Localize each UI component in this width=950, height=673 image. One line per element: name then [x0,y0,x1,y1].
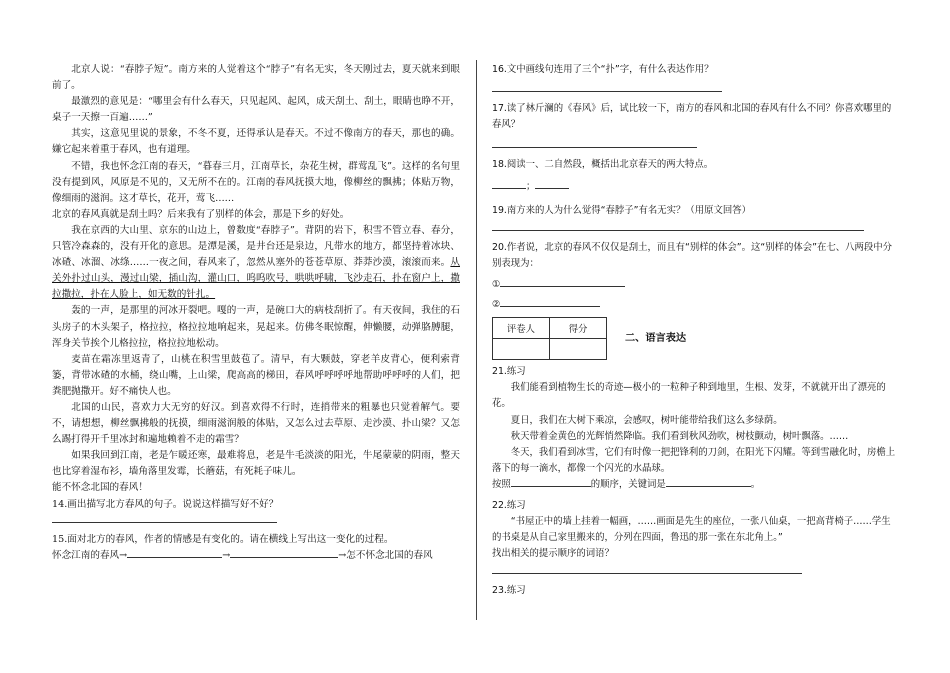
q20-marker-1: ① [492,278,501,290]
q20-marker-2: ② [492,298,501,310]
q15-blank-1[interactable] [127,548,222,558]
passage-paragraph-7: 轰的一声，是那里的河冰开裂吧。嘎的一声，是碗口大的病枝刮折了。有天夜间，我住的石头房子的木头架子，格拉拉，格拉拉地响起来，晃起来。仿佛冬眠惊醒，伸懒腰，动弹胳膊腿，浑身关节挨个儿格拉拉，格拉拉地松动。 [52,305,460,349]
score-table-grader-cell[interactable] [493,339,550,360]
q21-blank-2[interactable] [666,477,751,487]
q20-blank-2[interactable] [500,297,600,307]
passage-paragraph-6-text: 我在京西的大山里、京东的山边上，曾数度“春脖子”。背阴的岩下，积雪不管立春、春分，只管冷森森的，没有开化的意思。是潭是溪，是井台还是泉边，凡带水的地方，都坚持着冰块、冰碴、冰溜、冰绦……一夜之间，春风来了，忽然从塞外的苍苍草原、莽莽沙漠，滚滚而来。 [52,224,460,269]
answer-line-22[interactable] [492,572,802,574]
passage-paragraph-11: 能不怀念北国的春风！ [52,482,148,494]
score-table-score-header: 得分 [550,318,607,339]
passage-paragraph-2: 最激烈的意见是：“哪里会有什么春天，只见起风、起风，成天刮土、刮土，眼睛也睁不开，桌子一天擦一百遍……” [52,96,460,124]
answer-line-17[interactable] [492,146,697,148]
q20-blank-1[interactable] [500,277,625,287]
answer-line-16[interactable] [492,90,722,92]
underlined-sentence: 从关外扑过山头，漫过山梁，插山沟，灌山口，呜呜吹号，哄哄呼啸，飞沙走石，扑在窗户上，撒拉撒拉，扑在人脸上，如无数的针扎。 [52,257,460,301]
question-19: 19.南方来的人为什么觉得“春脖子”有名无实？（用原文回答） [492,205,752,217]
q21-blank-1[interactable] [511,477,591,487]
reading-passage-column [52,62,460,564]
q18-blank-2[interactable] [535,179,569,189]
passage-paragraph-5: 北京的春风真就是刮土吗？后来我有了别样的体会，那是下乡的好处。 [52,208,350,220]
q20-item-2 [492,297,897,313]
section-title: 二、语言表达 [625,333,687,345]
passage-paragraph-9: 北国的山民，喜欢力大无穷的好汉。到喜欢得不行时，连捎带来的粗暴也只觉着解气。要不，请想想，柳丝飘拂般的抚摸，细雨滋润般的体贴，又怎么过去草原、走沙漠、扑山梁？又怎么踢打得开千里冰封和遍地赖着不走的霜雪？ [52,401,460,446]
passage-paragraph-10: 如果我回到江南，老是乍暖还寒，最难将息，老是牛毛淡淡的阳光，牛尾蒙蒙的阴雨，整天也比穿着湿布衫，墙角落里发霉，长蘑菇，有死耗子味儿。 [52,450,460,478]
passage-paragraph-6 [52,223,460,303]
questions-column [492,62,897,600]
q21-paragraph-1: 我们能看到植物生长的奇迹—极小的一粒种子种到地里，生根、发芽，不就就开出了漂亮的花。 [492,382,886,410]
question-18-blanks [492,179,897,195]
section-2-header [492,313,897,360]
q21-paragraph-3: 秋天带着金黄色的光辉悄然降临。我们看到秋风劲吹，树枝颤动，树叶飘落。…… [510,430,849,442]
passage-paragraph-1: 北京人说：“春脖子短”。南方来的人觉着这个“脖子”有名无实，冬天刚过去，夏天就来到眼前了。 [52,64,460,92]
question-17: 17.读了林斤澜的《春风》后，试比较一下，南方的春风和北国的春风有什么不同？你喜欢哪里的春风？ [492,103,892,131]
q18-blank-1[interactable] [492,179,526,189]
q15-blank-2[interactable] [230,548,338,558]
q21-paragraph-4: 冬天，我们看到冰雪，它们有时像一把把锋利的刀剑，在阳光下闪耀。等到雪融化时，房檐上落下的每一滴水，都像一个闪光的水晶球。 [492,447,896,475]
score-table-grader-header: 评卷人 [493,318,550,339]
q21-ask-b: 的顺序，关键词是 [590,479,666,491]
q21-ask-c: 。 [750,479,761,491]
question-14: 14.画出描写北方春风的句子。说说这样描写好不好？ [52,498,279,510]
q22-ask: 找出相关的提示顺序的词语？ [492,548,614,560]
question-21-label: 21.练习 [492,366,526,378]
question-18: 18.阅读一、二自然段，概括出北京春天的两大特点。 [492,158,714,170]
q21-ask-a: 按照 [492,479,511,491]
q20-item-1 [492,277,897,293]
question-20: 20.作者说，北京的春风不仅仅是刮土，而且有“别样的体会”。这“别样的体会”在七、八两段中分别表现为： [492,242,892,270]
q18-separator: ； [526,180,536,192]
q22-quote: “书屋正中的墙上挂着一幅画，……画面是先生的座位，一张八仙桌，一把高背椅子……学生的书桌是从自己家里搬来的，分列在四面，鲁迅的那一张在东北角上。” [492,515,891,544]
q15-arrow: → [222,549,231,561]
q21-paragraph-2: 夏日，我们在大树下乘凉，会感叹，树叶能带给我们这么多绿荫。 [510,414,783,426]
q15-end: →怎不怀念北国的春风 [338,549,433,561]
score-table [492,317,607,360]
question-22-label: 22.练习 [492,499,526,511]
q15-start: 怀念江南的春风→ [52,549,128,561]
q21-ask [492,477,897,493]
passage-paragraph-8: 麦苗在霜冻里返青了，山桃在积雪里鼓苞了。清早，有大颗鼓，穿老羊皮背心，便利索背篓，背带冰碴的水桶，绕山嘴，上山梁，爬高高的梯田，春风呼呼呼呼地帮助呼呼呼的人们，把粪肥抛撒开。好不痛快人也。 [52,353,460,397]
answer-line-19[interactable] [492,229,864,231]
score-table-score-cell[interactable] [550,339,607,360]
question-16: 16.文中画线句连用了三个“扑”字，有什么表达作用？ [492,64,714,75]
answer-line-14[interactable] [52,521,277,523]
column-divider [476,60,477,620]
question-23-label: 23.练习 [492,585,526,597]
question-15-chain [52,548,460,564]
passage-paragraph-3: 其实，这意见里说的景象，不冬不夏，还得承认是春天。不过不像南方的春天，那也的确。嫌它起来着重于春风，也有道理。 [52,128,460,156]
passage-paragraph-4: 不错，我也怀念江南的春天，“暮春三月，江南草长，杂花生树，群莺乱飞”。这样的名句里没有提到风，风原是不见的，又无所不在的。江南的春风抚摸大地，像柳丝的飘拂；体贴万物，像细雨的滋润。这才草长，花开，莺飞…… [52,160,460,204]
question-15: 15.面对北方的春风，作者的情感是有变化的。请在横线上写出这一变化的过程。 [52,533,394,545]
